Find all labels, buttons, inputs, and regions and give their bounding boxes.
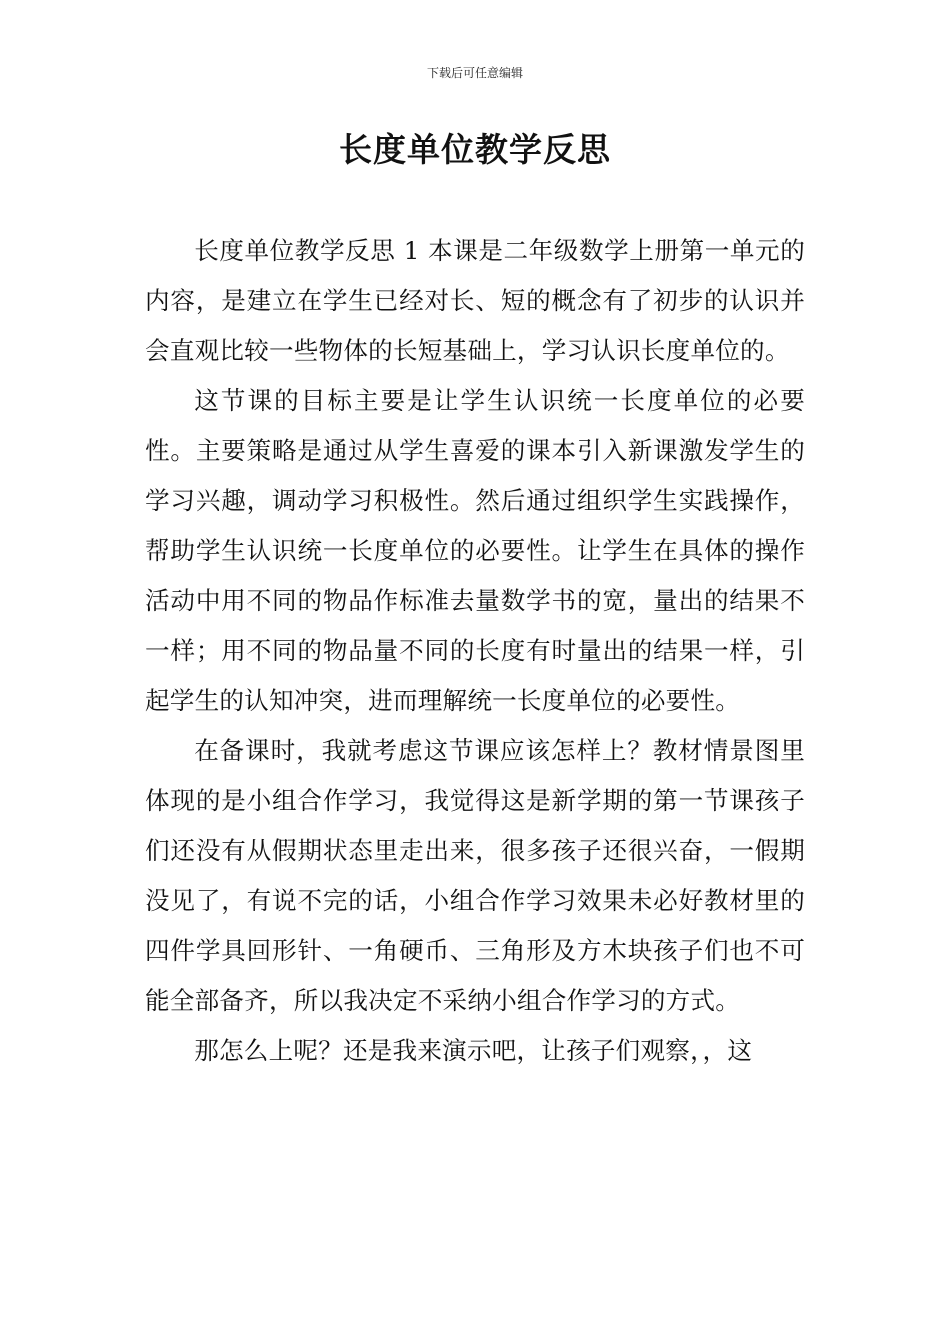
paragraph-2: 这节课的目标主要是让学生认识统一长度单位的必要性。主要策略是通过从学生喜爱的课本引入新课激发学生的学习兴趣，调动学习积极性。然后通过组织学生实践操作，帮助学生认识统一长度单位的必要性。让学生在具体的操作活动中用不同的物品作标准去量数学书的宽，量出的结果不一样；用不同的物品量不同的长度有时量出的结果一样，引起学生的认知冲突，进而理解统一长度单位的必要性。: [145, 386, 805, 715]
document-title: 长度单位教学反思: [339, 130, 611, 169]
paragraph-3: 在备课时，我就考虑这节课应该怎样上？教材情景图里体现的是小组合作学习，我觉得这是新学期的第一节课孩子们还没有从假期状态里走出来，很多孩子还很兴奋，一假期没见了，有说不完的话，小组合作学习效果未必好教材里的四件学具回形针、一角硬币、三角形及方木块孩子们也不可能全部备齐，所以我决定不采纳小组合作学习的方式。: [145, 736, 805, 1015]
page-header-note: 下载后可任意编辑: [426, 66, 523, 80]
document-body: [145, 226, 805, 1076]
paragraph-4: 那怎么上呢？还是我来演示吧，让孩子们观察，，这: [194, 1036, 753, 1065]
paragraph-1: 长度单位教学反思 1 本课是二年级数学上册第一单元的内容，是建立在学生已经对长、短的概念有了初步的认识并会直观比较一些物体的长短基础上，学习认识长度单位的。: [145, 236, 805, 365]
